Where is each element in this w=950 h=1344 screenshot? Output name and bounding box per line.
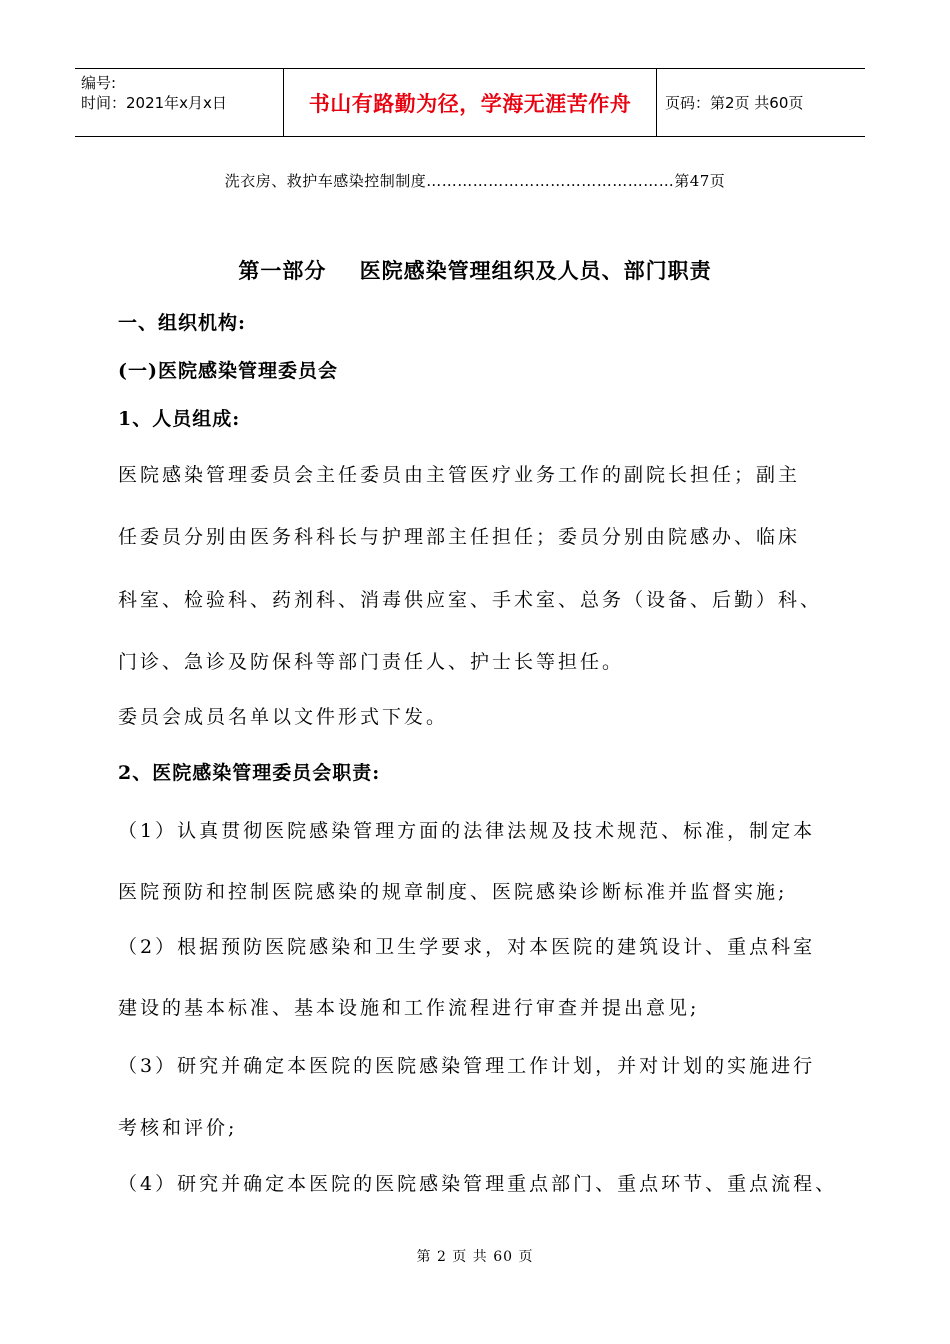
heading-members: 1、人员组成: <box>118 408 241 430</box>
paragraph-line: （2）根据预防医院感染和卫生学要求，对本医院的建筑设计、重点科室 <box>118 936 816 958</box>
header-info-cell <box>75 69 284 137</box>
code-label: 编号: <box>81 74 117 92</box>
paragraph-line: 门诊、急诊及防保科等部门责任人、护士长等担任。 <box>118 651 625 673</box>
heading-organization: 一、组织机构: <box>118 312 247 334</box>
toc-line: 洗衣房、救护车感染控制制度…………………………………………第47页 <box>224 172 726 190</box>
section-title: 第一部分 医院感染管理组织及人员、部门职责 <box>238 258 712 283</box>
paragraph-line: （3）研究并确定本医院的医院感染管理工作计划，并对计划的实施进行 <box>118 1055 816 1077</box>
time-label: 时间：2021年x月x日 <box>81 94 227 112</box>
document-header <box>75 68 865 137</box>
paragraph-line: 委员会成员名单以文件形式下发。 <box>118 706 449 728</box>
page-label: 页码：第2页 共60页 <box>657 69 866 137</box>
page-footer: 第 2 页 共 60 页 <box>416 1249 534 1265</box>
motto: 书山有路勤为径，学海无涯苦作舟 <box>308 91 632 116</box>
heading-duties: 2、医院感染管理委员会职责: <box>118 762 381 784</box>
header-motto-cell <box>284 69 657 137</box>
heading-committee: (一)医院感染管理委员会 <box>118 360 338 382</box>
paragraph-line: 科室、检验科、药剂科、消毒供应室、手术室、总务（设备、后勤）科、 <box>118 589 823 611</box>
paragraph-line: 考核和评价; <box>118 1117 238 1139</box>
paragraph-line: （1）认真贯彻医院感染管理方面的法律法规及技术规范、标准，制定本 <box>118 820 816 842</box>
paragraph-line: 医院预防和控制医院感染的规章制度、医院感染诊断标准并监督实施; <box>118 881 788 903</box>
paragraph-line: 医院感染管理委员会主任委员由主管医疗业务工作的副院长担任；副主 <box>118 464 801 486</box>
paragraph-line: （4）研究并确定本医院的医院感染管理重点部门、重点环节、重点流程、 <box>118 1173 838 1195</box>
paragraph-line: 任委员分别由医务科科长与护理部主任担任；委员分别由院感办、临床 <box>118 526 801 548</box>
paragraph-line: 建设的基本标准、基本设施和工作流程进行审查并提出意见; <box>118 997 700 1019</box>
